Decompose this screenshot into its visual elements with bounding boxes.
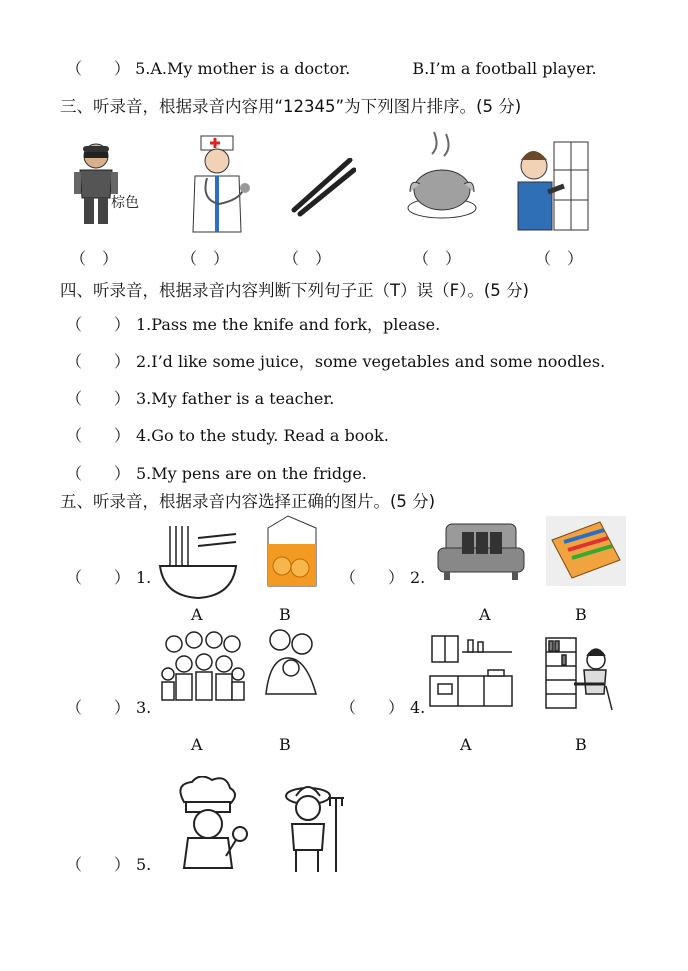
option-b-label: B [279, 605, 291, 624]
tf-sentence: 2.I’d like some juice，some vegetables and some noodles. [136, 352, 606, 371]
answer-paren[interactable]: （ ） [66, 389, 131, 408]
option-a: 5.A.My mother is a doctor. [135, 59, 351, 78]
tf-item-4 [66, 423, 389, 446]
answer-paren[interactable]: （ ） [66, 315, 131, 334]
option-b-label: B [575, 605, 587, 624]
tf-item-5 [66, 461, 367, 484]
item-number: 3. [136, 698, 152, 717]
answer-paren[interactable]: （ ） [66, 352, 131, 371]
option-a-label: A [479, 605, 491, 624]
answer-paren[interactable]: （ ） [340, 568, 405, 587]
answer-paren[interactable]: （ ） [66, 464, 131, 483]
roast-turkey-picture [406, 130, 478, 222]
choice-item-4 [340, 695, 425, 718]
option-b-label: B [279, 735, 291, 754]
item-number: 1. [136, 568, 152, 587]
pencil-case-picture [546, 516, 626, 586]
chopsticks-picture [290, 158, 356, 218]
option-a-label: A [460, 735, 472, 754]
boy-window-picture [512, 140, 590, 234]
option-a-label: A [191, 605, 203, 624]
sort-paren-5[interactable]: （ ） [535, 249, 584, 268]
answer-paren[interactable]: （ ） [66, 568, 131, 587]
juice-box-picture [258, 514, 320, 588]
big-family-picture [158, 630, 248, 704]
section-5-title: 五、听录音，根据录音内容选择正确的图片。(5 分) [60, 492, 436, 511]
item-number: 4. [410, 698, 426, 717]
choice-item-5 [66, 852, 151, 875]
noodles-picture [158, 524, 238, 600]
option-b: B.I’m a football player. [412, 59, 597, 78]
cook-picture [168, 776, 252, 872]
item-number: 2. [410, 568, 426, 587]
answer-paren[interactable]: （ ） [340, 698, 405, 717]
sort-paren-1[interactable]: （ ） [70, 249, 119, 268]
doctor-picture [181, 134, 253, 234]
tf-sentence: 3.My father is a teacher. [136, 389, 335, 408]
tf-item-1 [66, 312, 440, 335]
farmer-picture [278, 778, 350, 876]
choice-item-3 [66, 695, 151, 718]
section-4-title: 四、听录音，根据录音内容判断下列句子正（T）误（F）。(5 分) [60, 281, 529, 300]
tf-item-3 [66, 386, 334, 409]
tf-sentence: 1.Pass me the knife and fork，please. [136, 315, 441, 334]
option-a-label: A [191, 735, 203, 754]
section-3-title: 三、听录音，根据录音内容用“12345”为下列图片排序。(5 分) [60, 97, 522, 116]
answer-paren: （ ） [66, 59, 131, 78]
top-question [66, 56, 597, 79]
answer-paren[interactable]: （ ） [66, 698, 131, 717]
choice-item-1 [66, 565, 151, 588]
brown-man-picture [66, 138, 156, 230]
choice-item-2 [340, 565, 425, 588]
sort-paren-3[interactable]: （ ） [283, 249, 332, 268]
answer-paren[interactable]: （ ） [66, 855, 131, 874]
small-family-picture [262, 626, 320, 696]
answer-paren[interactable]: （ ） [66, 426, 131, 445]
item-number: 5. [136, 855, 152, 874]
tf-item-2 [66, 349, 605, 372]
sofa-books-picture [436, 518, 526, 582]
kitchen-picture [428, 632, 514, 712]
option-b-label: B [575, 735, 587, 754]
study-picture [544, 636, 616, 712]
brown-color-label: 棕色 [111, 195, 139, 211]
sort-paren-2[interactable]: （ ） [181, 249, 230, 268]
sort-paren-4[interactable]: （ ） [413, 249, 462, 268]
tf-sentence: 5.My pens are on the fridge. [136, 464, 367, 483]
tf-sentence: 4.Go to the study. Read a book. [136, 426, 389, 445]
